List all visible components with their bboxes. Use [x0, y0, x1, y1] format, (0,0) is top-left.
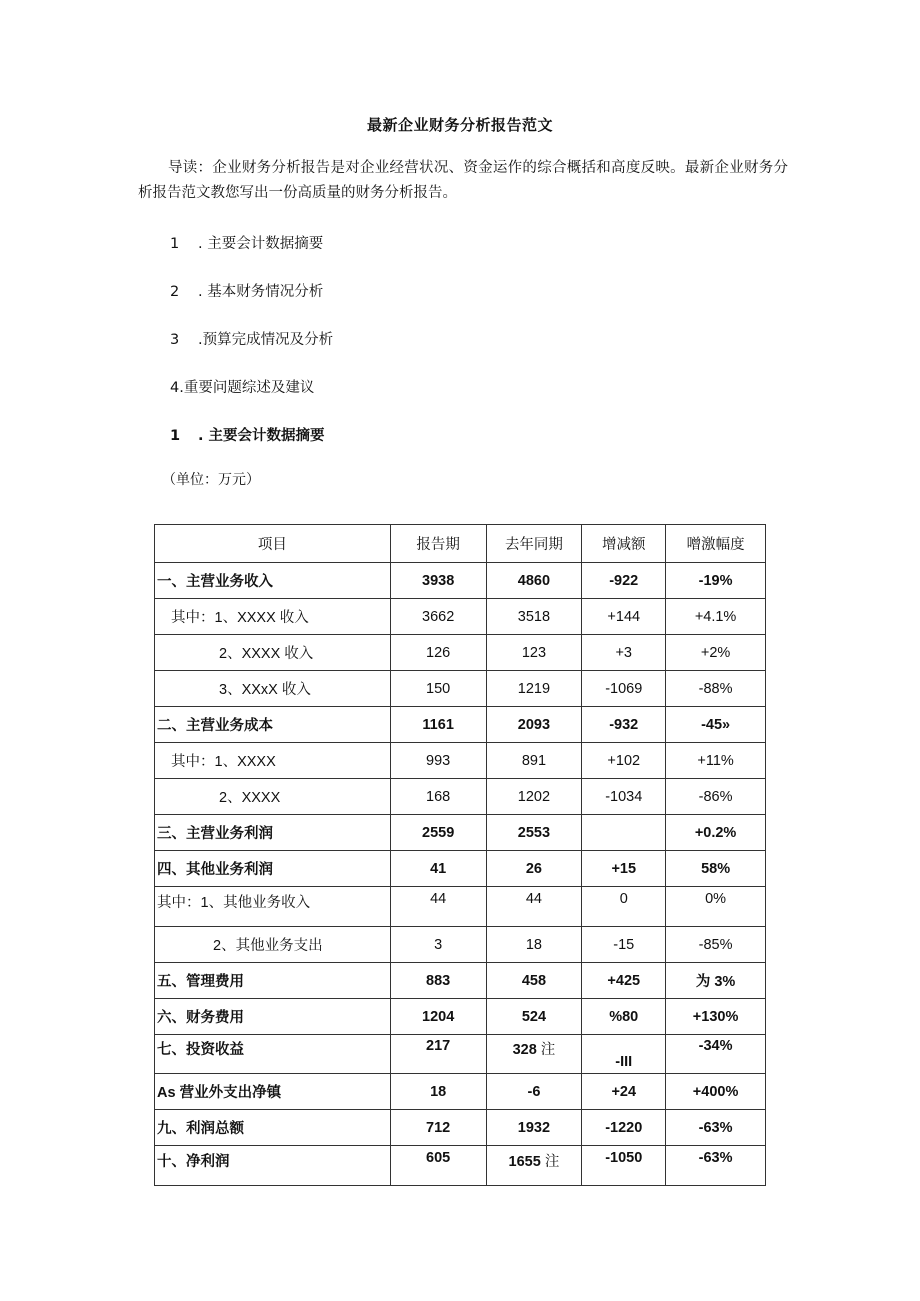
cell-change: -922 [582, 563, 666, 599]
cell-item: 二、主营业务成本 [155, 707, 391, 743]
table-row [155, 779, 766, 815]
cell-item: As 营业外支出净镇 [155, 1074, 391, 1110]
document-title: 最新企业财务分析报告范文 [366, 116, 553, 134]
cell-last-year: 2093 [486, 707, 582, 743]
cell-period: 126 [390, 635, 486, 671]
cell-period: 883 [390, 963, 486, 999]
cell-period: 3938 [390, 563, 486, 599]
cell-item: 2、其他业务支出 [155, 927, 391, 963]
table-row [155, 1074, 766, 1110]
cell-item: 五、管理费用 [155, 963, 391, 999]
cell-period: 18 [390, 1074, 486, 1110]
cell-rate: +0.2% [666, 815, 766, 851]
cell-change: -15 [582, 927, 666, 963]
cell-item: 2、XXXX [155, 779, 391, 815]
toc-item-number: 1 [170, 236, 180, 252]
toc-item-label: . 主要会计数据摘要 [198, 236, 324, 252]
table-row [155, 887, 766, 927]
cell-item: 七、投资收益 [155, 1035, 391, 1074]
table-row [155, 1146, 766, 1186]
cell-rate: 0% [666, 887, 766, 927]
cell-rate: 为 3% [666, 963, 766, 999]
cell-last-year: 123 [486, 635, 582, 671]
cell-last-year: -6 [486, 1074, 582, 1110]
cell-period: 150 [390, 671, 486, 707]
cell-last-year: 3518 [486, 599, 582, 635]
financial-summary-table [154, 524, 766, 1186]
cell-last-year: 524 [486, 999, 582, 1035]
cell-item: 其中：1、其他业务收入 [155, 887, 391, 927]
cell-last-year [486, 1035, 582, 1074]
cell-rate: +11% [666, 743, 766, 779]
table-row [155, 999, 766, 1035]
cell-rate: -63% [666, 1110, 766, 1146]
cell-period: 168 [390, 779, 486, 815]
table-row [155, 563, 766, 599]
table-row [155, 1035, 766, 1074]
toc-item [170, 376, 314, 397]
section-heading-label: . 主要会计数据摘要 [198, 428, 325, 444]
cell-rate: -19% [666, 563, 766, 599]
cell-rate: +130% [666, 999, 766, 1035]
cell-change [582, 815, 666, 851]
section-heading [170, 424, 325, 445]
cell-change: %80 [582, 999, 666, 1035]
section-heading-number: 1 [170, 428, 181, 444]
header-last-year: 去年同期 [486, 525, 582, 563]
cell-item: 其中：1、XXXX [155, 743, 391, 779]
table-row [155, 707, 766, 743]
cell-rate: +4.1% [666, 599, 766, 635]
cell-rate: -63% [666, 1146, 766, 1186]
cell-change: -1050 [582, 1146, 666, 1186]
cell-item: 一、主营业务收入 [155, 563, 391, 599]
cell-period: 1161 [390, 707, 486, 743]
cell-last-year: 1932 [486, 1110, 582, 1146]
cell-last-year: 891 [486, 743, 582, 779]
cell-change: -1034 [582, 779, 666, 815]
table-header-row [155, 525, 766, 563]
table-row [155, 671, 766, 707]
cell-item: 2、XXXX 收入 [155, 635, 391, 671]
header-change: 增减额 [582, 525, 666, 563]
cell-rate: -85% [666, 927, 766, 963]
cell-last-year: 1202 [486, 779, 582, 815]
table-row [155, 1110, 766, 1146]
toc-item [170, 232, 323, 253]
cell-last-year: 1219 [486, 671, 582, 707]
cell-change: -1220 [582, 1110, 666, 1146]
last-year-value: 328 [512, 1042, 537, 1058]
cell-change: +24 [582, 1074, 666, 1110]
cell-period: 2559 [390, 815, 486, 851]
cell-period: 217 [390, 1035, 486, 1074]
table-row [155, 851, 766, 887]
cell-item: 四、其他业务利润 [155, 851, 391, 887]
toc-item-label: .预算完成情况及分析 [198, 332, 334, 348]
cell-change: -III [582, 1035, 666, 1074]
cell-item: 九、利润总额 [155, 1110, 391, 1146]
cell-period: 41 [390, 851, 486, 887]
table-row [155, 635, 766, 671]
table-row [155, 815, 766, 851]
cell-rate: -45» [666, 707, 766, 743]
cell-last-year: 4860 [486, 563, 582, 599]
cell-change: +3 [582, 635, 666, 671]
cell-last-year: 26 [486, 851, 582, 887]
cell-rate: +2% [666, 635, 766, 671]
toc-item [170, 328, 333, 349]
unit-label: （单位：万元） [162, 472, 260, 488]
cell-period: 3662 [390, 599, 486, 635]
toc-item [170, 280, 323, 301]
toc-item-number: 2 [170, 284, 180, 300]
cell-last-year [486, 1146, 582, 1186]
cell-period: 1204 [390, 999, 486, 1035]
table-row [155, 743, 766, 779]
header-rate: 噌激幅度 [666, 525, 766, 563]
toc-item-label: . 基本财务情况分析 [198, 284, 324, 300]
cell-last-year: 458 [486, 963, 582, 999]
cell-last-year: 2553 [486, 815, 582, 851]
cell-period: 3 [390, 927, 486, 963]
cell-last-year: 18 [486, 927, 582, 963]
cell-item: 3、XXxX 收入 [155, 671, 391, 707]
cell-item: 六、财务费用 [155, 999, 391, 1035]
cell-period: 605 [390, 1146, 486, 1186]
toc-item-number: 3 [170, 332, 180, 348]
cell-change: +425 [582, 963, 666, 999]
cell-rate: +400% [666, 1074, 766, 1110]
table-row [155, 963, 766, 999]
cell-rate: -34% [666, 1035, 766, 1074]
note-marker: 注 [540, 1042, 556, 1058]
toc-item-number: 4. [170, 380, 184, 396]
cell-rate: 58% [666, 851, 766, 887]
last-year-value: 1655 [508, 1154, 541, 1170]
table-row [155, 599, 766, 635]
cell-period: 44 [390, 887, 486, 927]
header-item: 项目 [155, 525, 391, 563]
cell-rate: -86% [666, 779, 766, 815]
cell-change: 0 [582, 887, 666, 927]
cell-period: 993 [390, 743, 486, 779]
cell-change: +15 [582, 851, 666, 887]
toc-item-label: 重要问题综述及建议 [183, 380, 315, 396]
table-row [155, 927, 766, 963]
cell-change: +144 [582, 599, 666, 635]
cell-item: 十、净利润 [155, 1146, 391, 1186]
intro-paragraph: 导读：企业财务分析报告是对企业经营状况、资金运作的综合概括和高度反映。最新企业财务分析报告范文教您写出一份高质量的财务分析报告。 [138, 160, 788, 201]
cell-item: 其中：1、XXXX 收入 [155, 599, 391, 635]
cell-rate: -88% [666, 671, 766, 707]
cell-item: 三、主营业务利润 [155, 815, 391, 851]
cell-last-year: 44 [486, 887, 582, 927]
cell-change: -1069 [582, 671, 666, 707]
note-marker: 注 [544, 1154, 560, 1170]
header-period: 报告期 [390, 525, 486, 563]
cell-period: 712 [390, 1110, 486, 1146]
cell-change: -932 [582, 707, 666, 743]
cell-change: +102 [582, 743, 666, 779]
